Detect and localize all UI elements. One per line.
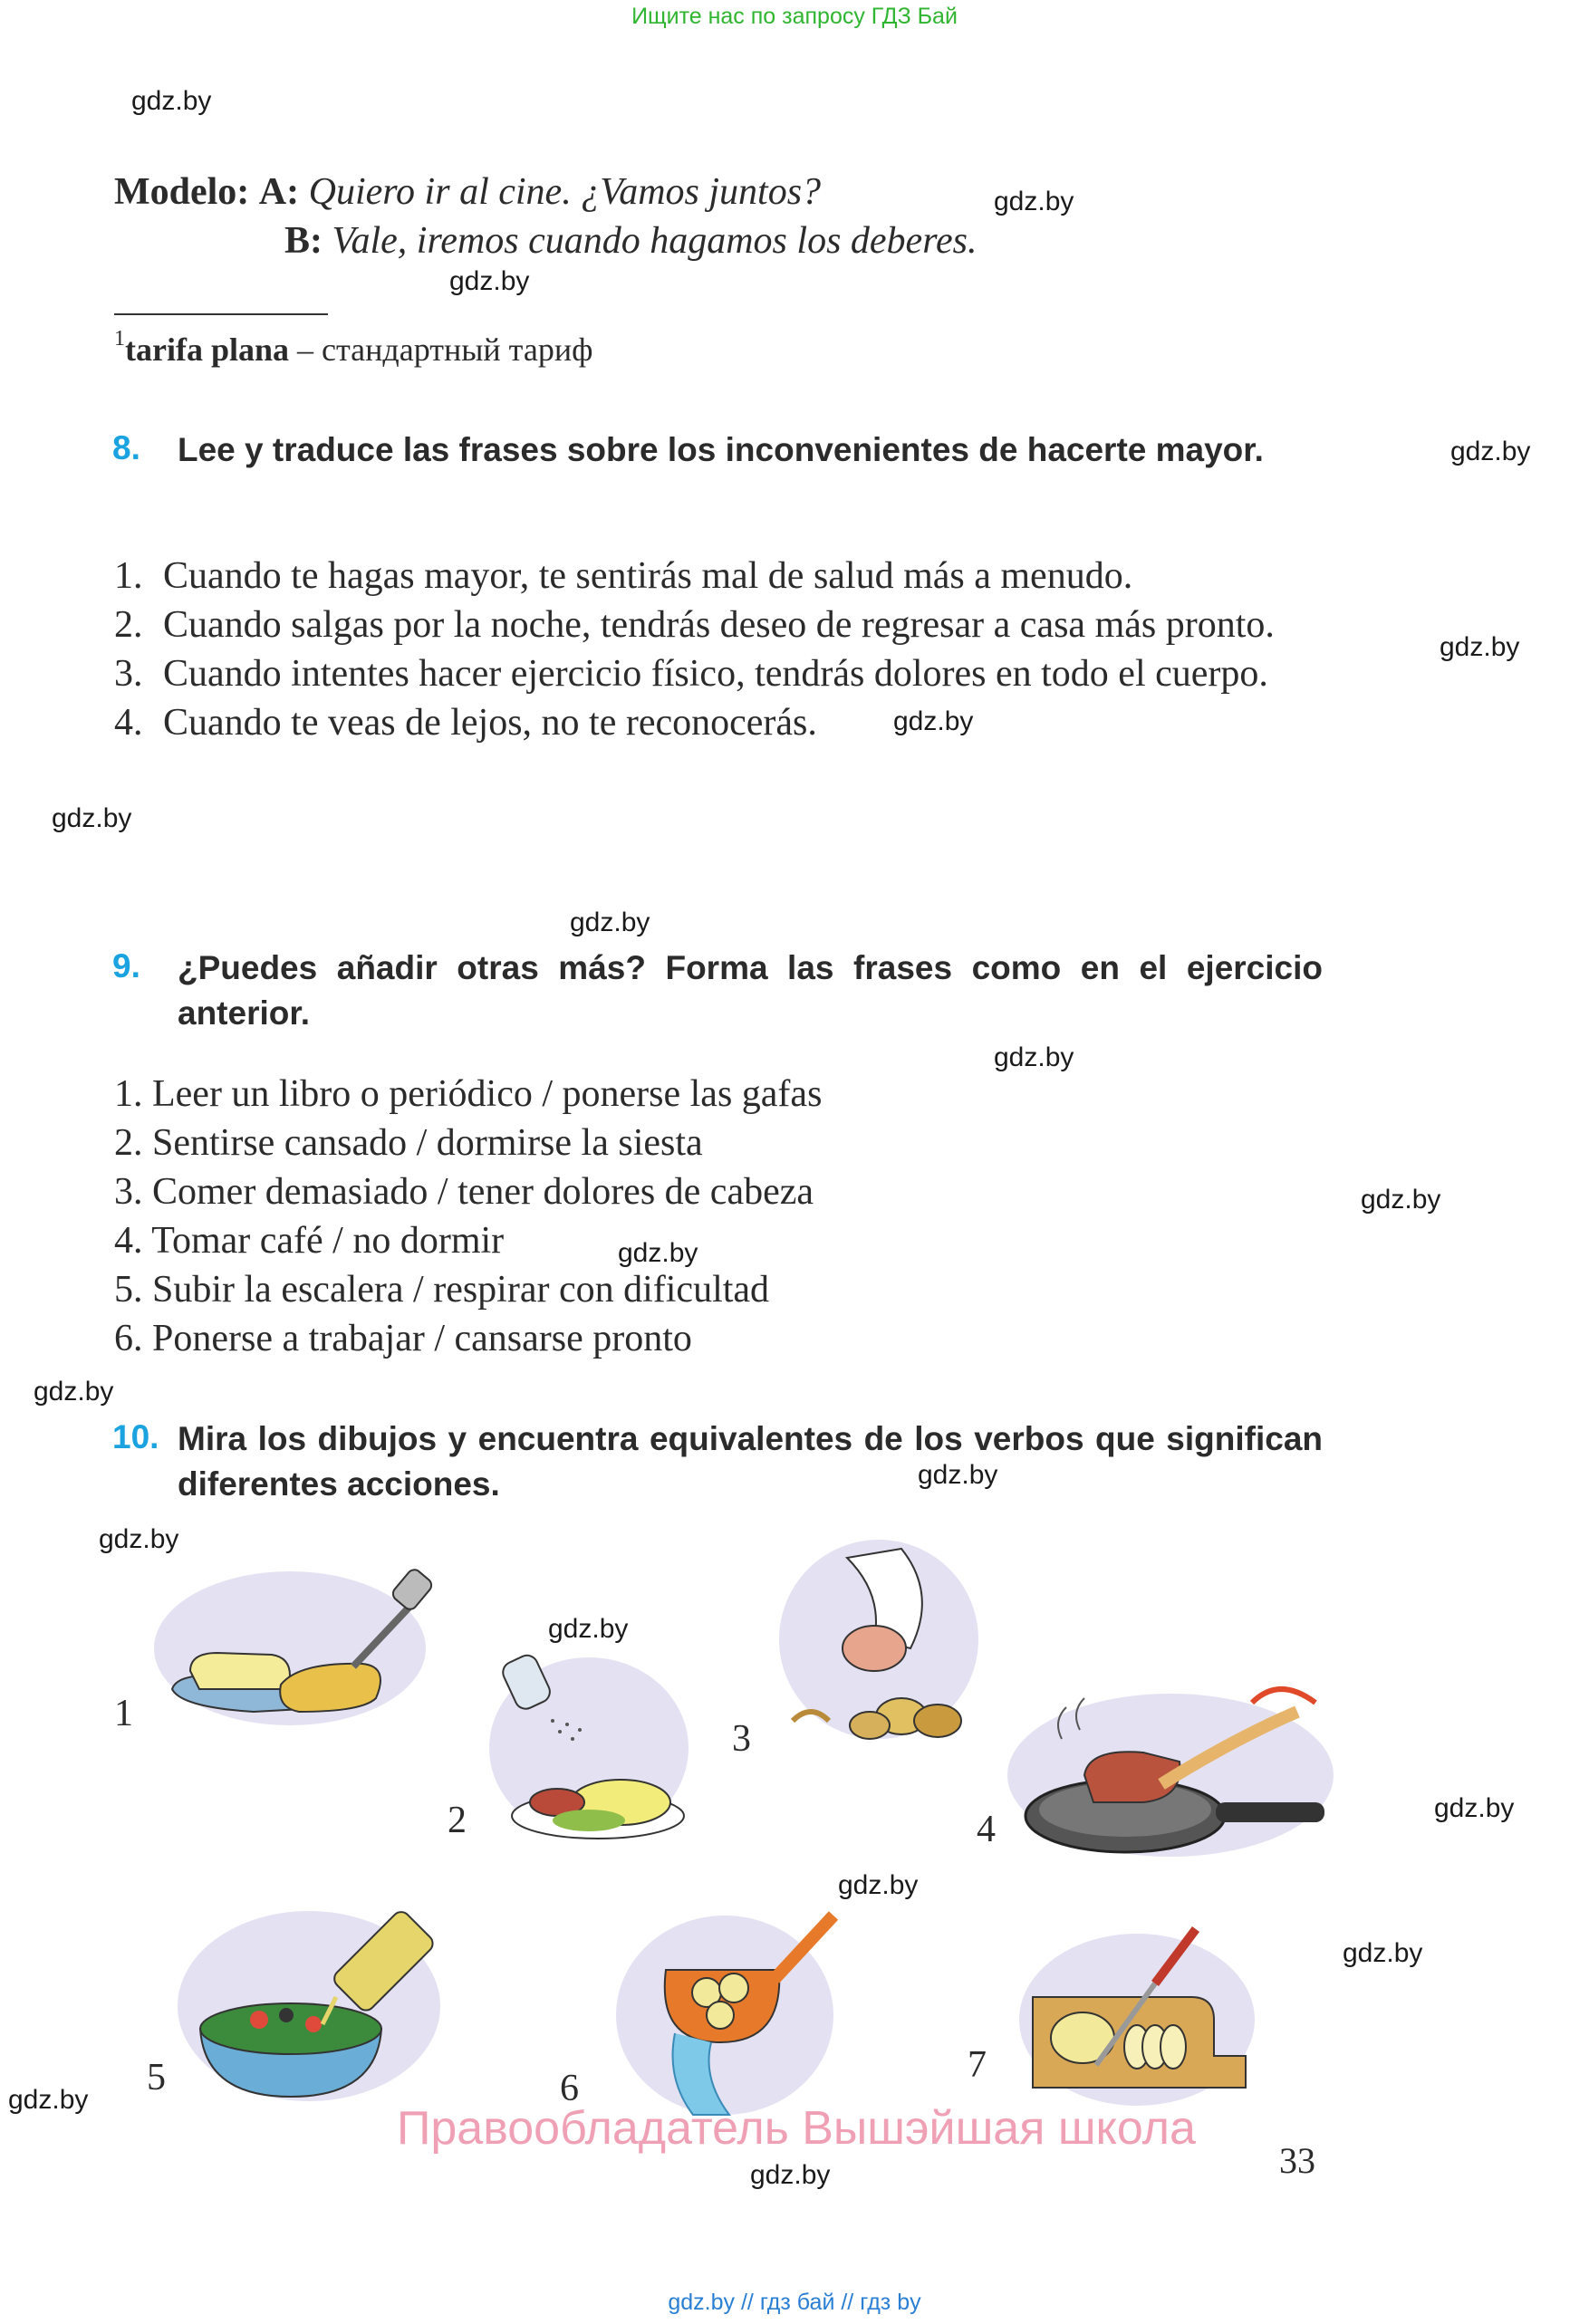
footnote-marker: 1 <box>114 327 125 351</box>
slicing-illustration <box>1019 1920 1273 2106</box>
exercise-10-number: 10. <box>112 1418 159 1455</box>
list-item: 2. Sentirse cansado / dormirse la siesta <box>114 1122 703 1164</box>
watermark: gdz.by <box>618 1238 698 1268</box>
butter-bread-illustration <box>154 1562 453 1739</box>
watermark: gdz.by <box>994 1042 1074 1072</box>
item-number: 4. <box>114 702 143 744</box>
watermark: gdz.by <box>918 1460 998 1490</box>
footnote <box>114 327 593 369</box>
exercise-9-heading: ¿Puedes añadir otras más? Forma las frases como en el ejercicio anterior. <box>178 949 1323 1032</box>
item-text: Cuando te veas de lejos, no te reconocerás. <box>163 702 817 744</box>
list-item: 6. Ponerse a trabajar / cansarse pronto <box>114 1318 692 1359</box>
watermark: gdz.by <box>750 2160 831 2190</box>
footnote-definition: – стандартный тариф <box>289 331 593 368</box>
peeling-potatoes-illustration <box>775 1540 983 1753</box>
watermark: gdz.by <box>1434 1793 1515 1823</box>
item-number: 3. <box>114 653 143 695</box>
watermark: gdz.by <box>34 1377 114 1407</box>
watermark: gdz.by <box>1343 1938 1423 1968</box>
watermark: gdz.by <box>449 266 530 296</box>
picture-number: 5 <box>147 2057 166 2098</box>
picture-number: 4 <box>977 1809 996 1850</box>
list-item: 4. Tomar café / no dormir <box>114 1220 505 1262</box>
model-label: Modelo: <box>114 171 250 213</box>
draining-potatoes-illustration <box>612 1906 847 2119</box>
watermark: gdz.by <box>838 1870 919 1900</box>
copyright-watermark: Правообладатель Вышэйшая школа <box>397 2102 1196 2155</box>
list-item: 1. Leer un libro o periódico / ponerse las gafas <box>114 1073 823 1115</box>
list-item <box>114 600 1323 649</box>
dressing-salad-illustration <box>178 1893 458 2110</box>
speaker-b-label: B: <box>284 220 323 262</box>
item-text: Cuando te hagas mayor, te sentirás mal de salud más a menudo. <box>163 555 1133 597</box>
watermark: gdz.by <box>131 86 212 116</box>
list-item <box>114 649 1323 698</box>
footnote-term: tarifa plana <box>125 331 290 368</box>
salting-food-illustration <box>489 1648 689 1848</box>
list-item <box>114 552 1323 600</box>
page-number: 33 <box>1279 2140 1315 2181</box>
picture-number: 3 <box>732 1718 751 1760</box>
speaker-a-label: A: <box>258 171 300 213</box>
list-item <box>114 698 1323 747</box>
watermark: gdz.by <box>893 706 974 736</box>
item-text: Cuando intentes hacer ejercicio físico, tendrás dolores en todo el cuerpo. <box>163 653 1268 695</box>
watermark: gdz.by <box>994 187 1074 216</box>
watermark: gdz.by <box>52 803 132 833</box>
model-line-a <box>114 170 821 214</box>
exercise-8-list <box>114 552 1323 747</box>
speaker-a-text: Quiero ir al cine. ¿Vamos juntos? <box>308 171 822 213</box>
watermark: gdz.by <box>99 1524 179 1554</box>
picture-number: 7 <box>968 2044 987 2086</box>
exercise-8-heading: Lee y traduce las frases sobre los inconvenientes de hacerte mayor. <box>178 431 1264 468</box>
item-text: Cuando salgas por la noche, tendrás deseo de regresar a casa más pronto. <box>163 604 1275 646</box>
speaker-b-text: Vale, iremos cuando hagamos los deberes. <box>332 220 977 262</box>
watermark: gdz.by <box>548 1614 629 1644</box>
picture-number: 6 <box>560 2068 579 2109</box>
picture-number: 2 <box>448 1800 467 1841</box>
picture-number: 1 <box>114 1693 133 1734</box>
item-number: 1. <box>114 555 143 597</box>
exercise-8-number: 8. <box>112 429 140 466</box>
watermark: gdz.by <box>1361 1185 1441 1215</box>
footnote-divider <box>114 313 328 315</box>
frying-steak-illustration <box>1007 1676 1334 1857</box>
exercise-10-heading: Mira los dibujos y encuentra equivalentes de los verbos que significan diferentes acciones. <box>178 1420 1323 1503</box>
top-search-note: Ищите нас по запросу ГДЗ Бай <box>631 4 958 29</box>
bottom-site-note: gdz.by // гдз бай // гдз by <box>668 2290 921 2315</box>
watermark: gdz.by <box>570 908 650 937</box>
item-number: 2. <box>114 604 143 646</box>
watermark: gdz.by <box>1440 632 1520 662</box>
model-line-b <box>284 219 977 263</box>
exercise-9-number: 9. <box>112 947 140 984</box>
list-item: 3. Comer demasiado / tener dolores de cabeza <box>114 1171 814 1213</box>
watermark: gdz.by <box>1450 437 1531 466</box>
list-item: 5. Subir la escalera / respirar con dificultad <box>114 1269 770 1311</box>
watermark: gdz.by <box>8 2085 89 2115</box>
